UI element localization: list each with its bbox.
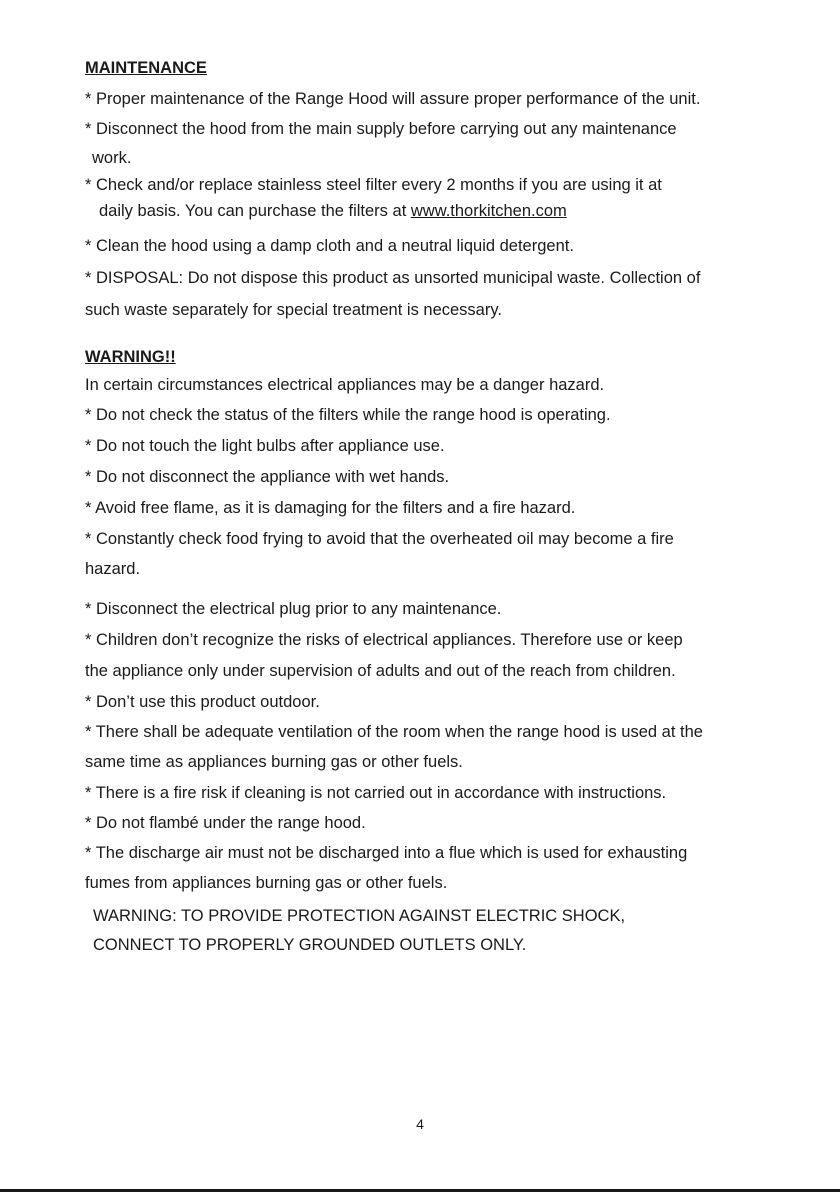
shock-warning-line: WARNING: TO PROVIDE PROTECTION AGAINST ELECTRIC SHOCK, (93, 907, 626, 925)
warning-line: * Do not flambé under the range hood. (85, 814, 366, 832)
maintenance-line: * Check and/or replace stainless steel filter every 2 months if you are using it at (85, 176, 662, 194)
maintenance-line: work. (92, 149, 132, 167)
warning-line: hazard. (85, 560, 141, 578)
warning-line: * Do not disconnect the appliance with wet hands. (85, 468, 450, 486)
warning-line: fumes from appliances burning gas or other fuels. (85, 874, 448, 892)
maintenance-line: such waste separately for special treatment is necessary. (85, 301, 502, 319)
warning-line: same time as appliances burning gas or other fuels. (85, 753, 463, 771)
warning-line: * There shall be adequate ventilation of the room when the range hood is used at the (85, 723, 703, 741)
maintenance-line: * DISPOSAL: Do not dispose this product as unsorted municipal waste. Collection of (85, 269, 701, 287)
warning-line: the appliance only under supervision of adults and out of the reach from children. (85, 662, 676, 680)
maintenance-line (99, 202, 567, 221)
warning-line: * The discharge air must not be discharged into a flue which is used for exhausting (85, 844, 688, 862)
maintenance-heading: MAINTENANCE (85, 59, 207, 77)
maintenance-line: * Clean the hood using a damp cloth and a neutral liquid detergent. (85, 237, 574, 255)
warning-line: * Constantly check food frying to avoid that the overheated oil may become a fire (85, 530, 674, 548)
warning-line: In certain circumstances electrical appliances may be a danger hazard. (85, 376, 605, 394)
warning-line: * There is a fire risk if cleaning is not carried out in accordance with instructions. (85, 784, 667, 802)
warning-line: * Don’t use this product outdoor. (85, 693, 320, 711)
maintenance-line-text: daily basis. You can purchase the filters at (99, 202, 411, 220)
website-link[interactable]: www.thorkitchen.com (410, 202, 567, 220)
warning-heading: WARNING!! (85, 348, 176, 366)
maintenance-line: * Proper maintenance of the Range Hood will assure proper performance of the unit. (85, 90, 701, 108)
warning-line: * Children don’t recognize the risks of electrical appliances. Therefore use or keep (85, 631, 683, 649)
warning-line: * Do not check the status of the filters while the range hood is operating. (85, 406, 611, 424)
shock-warning-line: CONNECT TO PROPERLY GROUNDED OUTLETS ONLY. (93, 936, 527, 954)
page-number: 4 (416, 1116, 424, 1132)
warning-line: * Avoid free flame, as it is damaging for the filters and a fire hazard. (85, 499, 576, 517)
warning-line: * Disconnect the electrical plug prior to any maintenance. (85, 600, 502, 618)
maintenance-line: * Disconnect the hood from the main supply before carrying out any maintenance (85, 120, 677, 138)
warning-line: * Do not touch the light bulbs after appliance use. (85, 437, 445, 455)
